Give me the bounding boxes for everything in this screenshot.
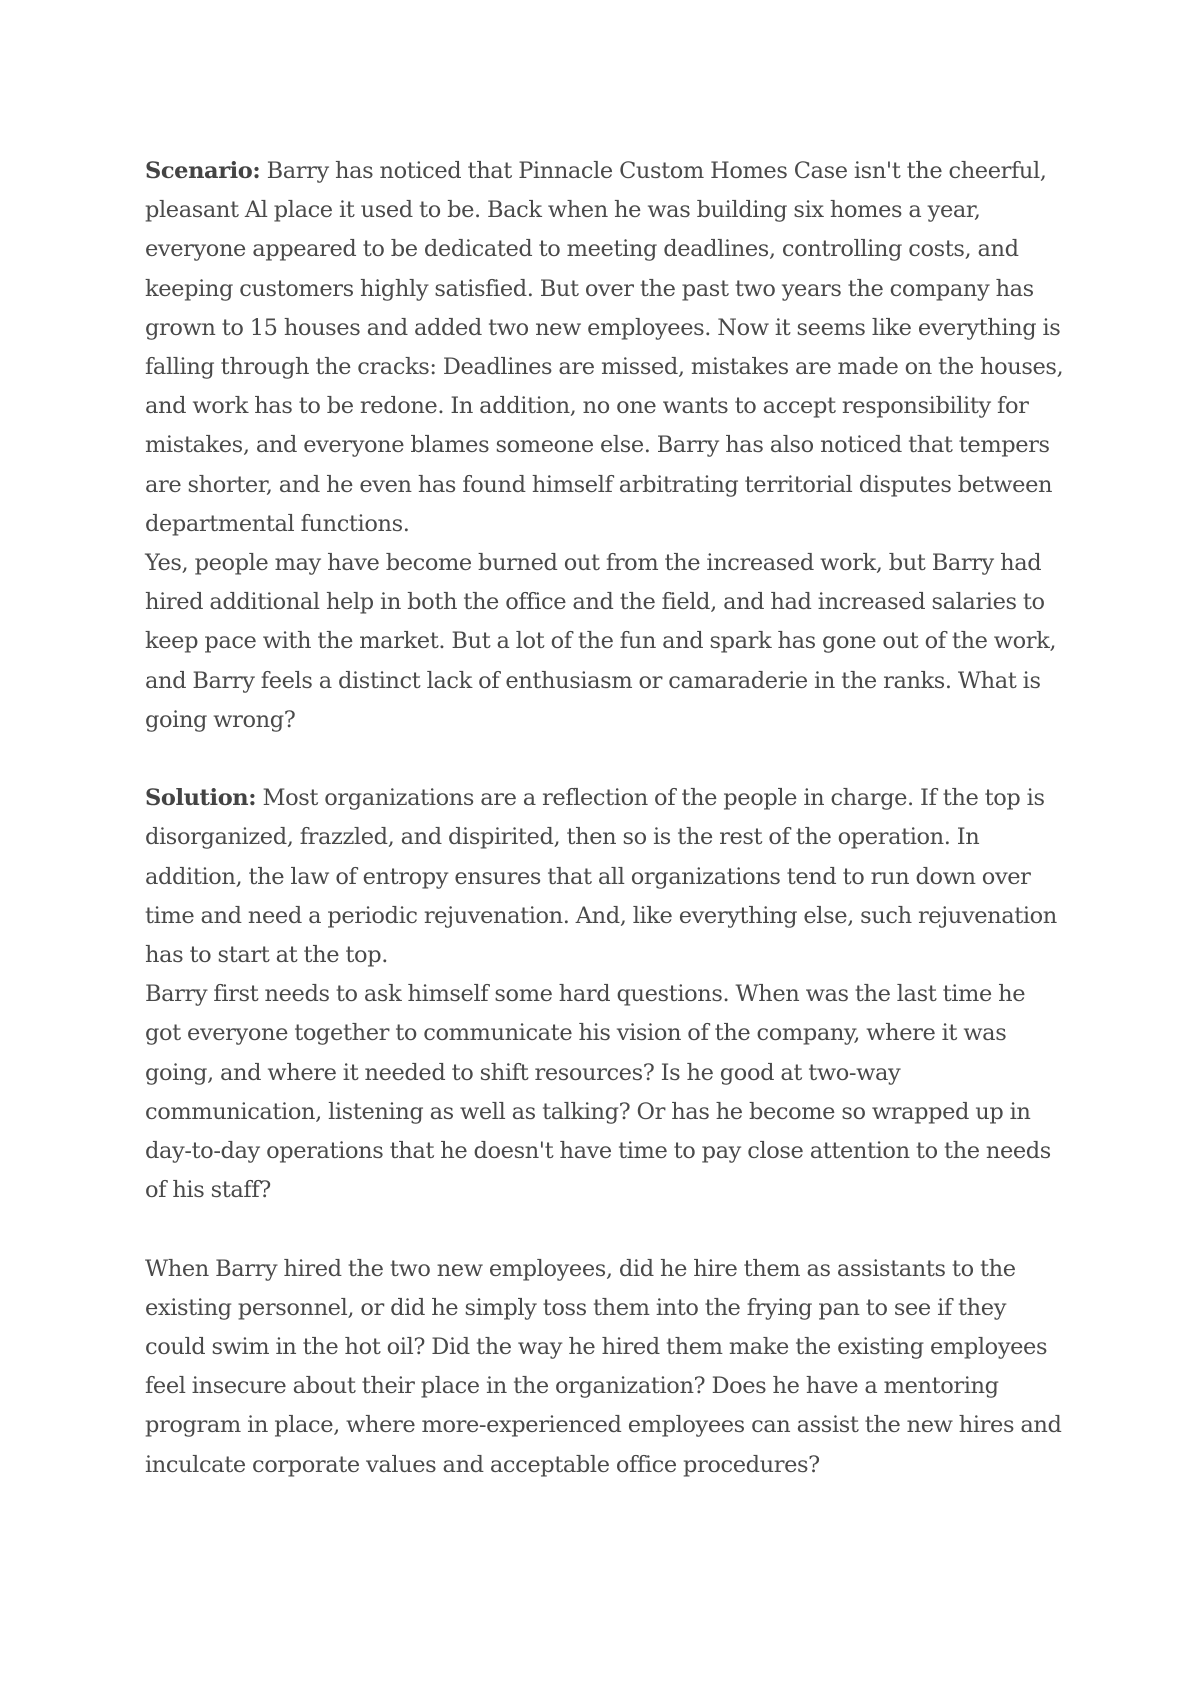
solution-paragraph-3: When Barry hired the two new employees, did he hire them as assistants to the existing personnel, or did he simply toss them into the frying pan to see if they could swim in the hot oil? Did the way he hired them make the existing employees feel insecure about their place in the organization? Does he have a mentoring program in place, where more-experienced employees can assist the new hires and inculcate corporate values and acceptable office procedures? [145, 1255, 1062, 1478]
document-page [145, 152, 1065, 1485]
solution-paragraph [145, 779, 1065, 975]
scenario-paragraph [145, 152, 1065, 544]
solution-paragraph-2: Barry first needs to ask himself some hard questions. When was the last time he got everyone together to communicate his vision of the company, where it was going, and where it needed to shift resources? Is he good at two-way communication, listening as well as talking? Or has he become so wrapped up in day-to-day operations that he doesn't have time to pay close attention to the needs of his staff? [145, 981, 1051, 1204]
scenario-paragraph-2: Yes, people may have become burned out from the increased work, but Barry had hired additional help in both the office and the field, and had increased salaries to keep pace with the market. But a lot of the fun and spark has gone out of the work, and Barry feels a distinct lack of enthusiasm or camaraderie in the ranks. What is going wrong? [145, 550, 1057, 733]
solution-label: Solution: [145, 785, 257, 812]
paragraph-spacer [145, 1210, 1065, 1249]
scenario-text: Barry has noticed that Pinnacle Custom Homes Case isn't the cheerful, pleasant Al place it used to be. Back when he was building six homes a year, everyone appeared to be dedicated to meeting deadlines, controlling costs, and keeping customers highly satisfied. But over the past two years the company has grown to 15 houses and added two new employees. Now it seems like everything is falling through the cracks: Deadlines are missed, mistakes are made on the houses, and work has to be redone. In addition, no one wants to accept responsibility for mistakes, and everyone blames someone else. Barry has also noticed that tempers are shorter, and he even has found himself arbitrating territorial disputes between departmental functions. [145, 158, 1064, 537]
paragraph-spacer [145, 740, 1065, 779]
scenario-label: Scenario: [145, 158, 261, 184]
solution-text: Most organizations are a reflection of the people in charge. If the top is disorganized, frazzled, and dispirited, then so is the rest of the operation. In addition, the law of entropy ensures that all organizations tend to run down over time and need a periodic rejuvenation. And, like everything else, such rejuvenation has to start at the top. [145, 785, 1057, 969]
